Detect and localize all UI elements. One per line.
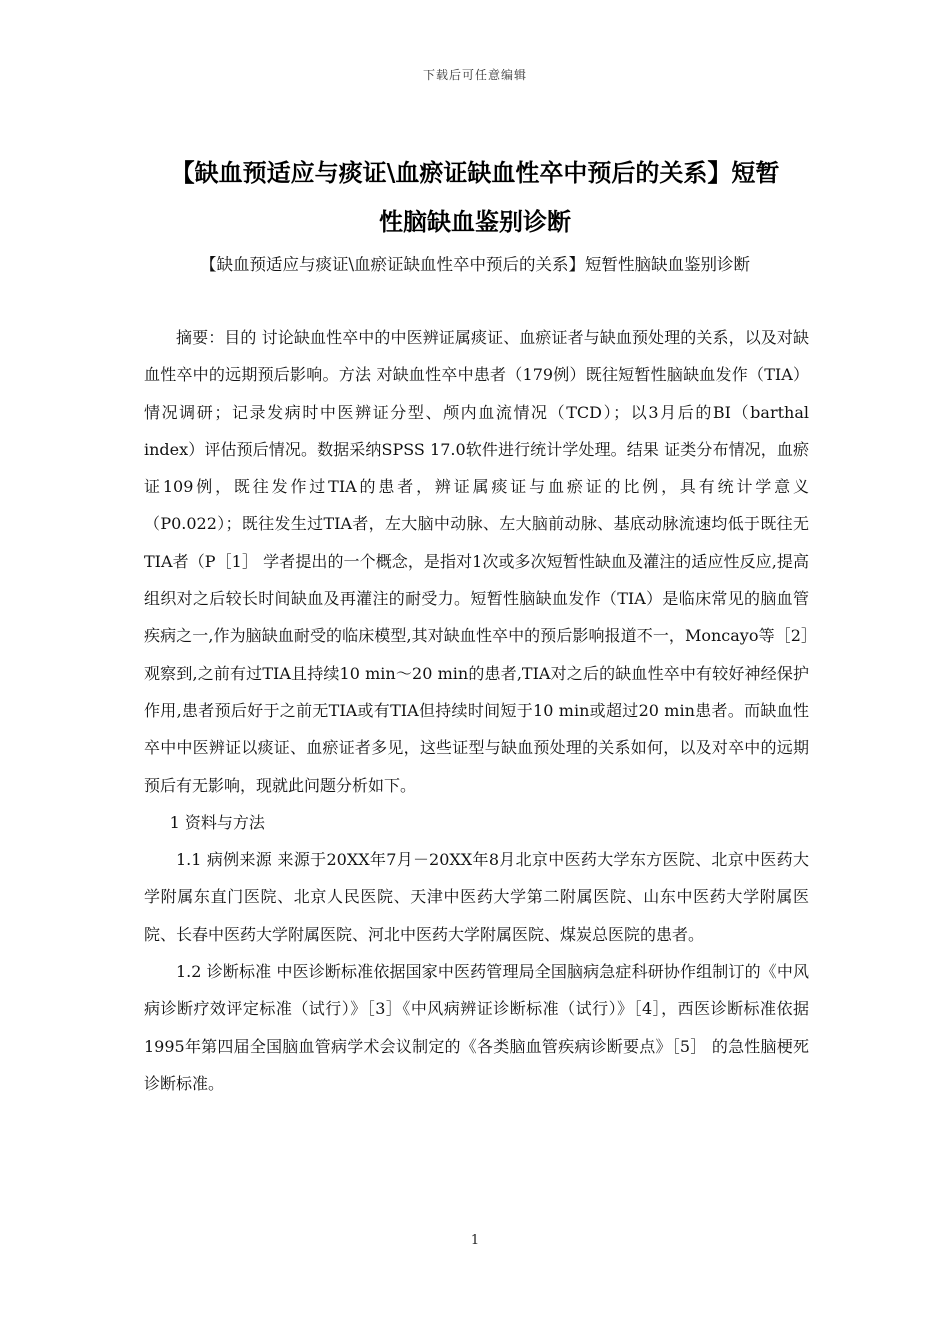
document-title-line-1: 【缺血预适应与痰证\血瘀证缺血性卒中预后的关系】短暂 [170,158,780,187]
document-subtitle: 【缺血预适应与痰证\血瘀证缺血性卒中预后的关系】短暂性脑缺血鉴别诊断 [199,255,751,274]
abstract-paragraph: 摘要：目的 讨论缺血性卒中的中医辨证属痰证、血瘀证者与缺血预处理的关系，以及对缺血性卒中的远期预后影响。方法 对缺血性卒中患者（179例）既往短暂性脑缺血发作（TIA）情况调研；记录发病时中医辨证分型、颅内血流情况（TCD）；以3月后的BI（barthal index）评估预后情况。数据采纳SPSS 17.0软件进行统计学处理。结果 证类分布情况，血瘀证109例，既往发作过TIA的患者，辨证属痰证与血瘀证的比例，具有统计学意义（P0.022）；既往发生过TIA者，左大脑中动脉、左大脑前动脉、基底动脉流速均低于既往无TIA者（P［1］ 学者提出的一个概念，是指对1次或多次短暂性缺血及灌注的适应性反应,提高组织对之后较长时间缺血及再灌注的耐受力。短暂性脑缺血发作（TIA）是临床常见的脑血管疾病之一,作为脑缺血耐受的临床模型,其对缺血性卒中的预后影响报道不一，Moncayo等［2］观察到,之前有过TIA且持续10 min～20 min的患者,TIA对之后的缺血性卒中有较好神经保护作用,患者预后好于之前无TIA或有TIA但持续时间短于10 min或超过20 min患者。而缺血性卒中中医辨证以痰证、血瘀证者多见，这些证型与缺血预处理的关系如何，以及对卒中的远期预后有无影响，现就此问题分析如下。 [144,328,809,795]
document-title-line-2: 性脑缺血鉴别诊断 [379,207,571,236]
document-body [144,319,809,1102]
header-note: 下载后可任意编辑 [422,68,527,82]
section-1-2-paragraph: 1.2 诊断标准 中医诊断标准依据国家中医药管理局全国脑病急症科研协作组制订的《中风病诊断疗效评定标准（试行）》［3］《中风病辨证诊断标准（试行）》［4］，西医诊断标准依据1995年第四届全国脑血管病学术会议制定的《各类脑血管疾病诊断要点》［5］ 的急性脑梗死诊断标准。 [144,962,809,1093]
page-number: 1 [470,1233,480,1248]
section-1-1-paragraph: 1.1 病例来源 来源于20XX年7月－20XX年8月北京中医药大学东方医院、北京中医药大学附属东直门医院、北京人民医院、天津中医药大学第二附属医院、山东中医药大学附属医院、长春中医药大学附属医院、河北中医药大学附属医院、煤炭总医院的患者。 [144,850,809,944]
section-heading-1: 1 资料与方法 [169,812,265,832]
